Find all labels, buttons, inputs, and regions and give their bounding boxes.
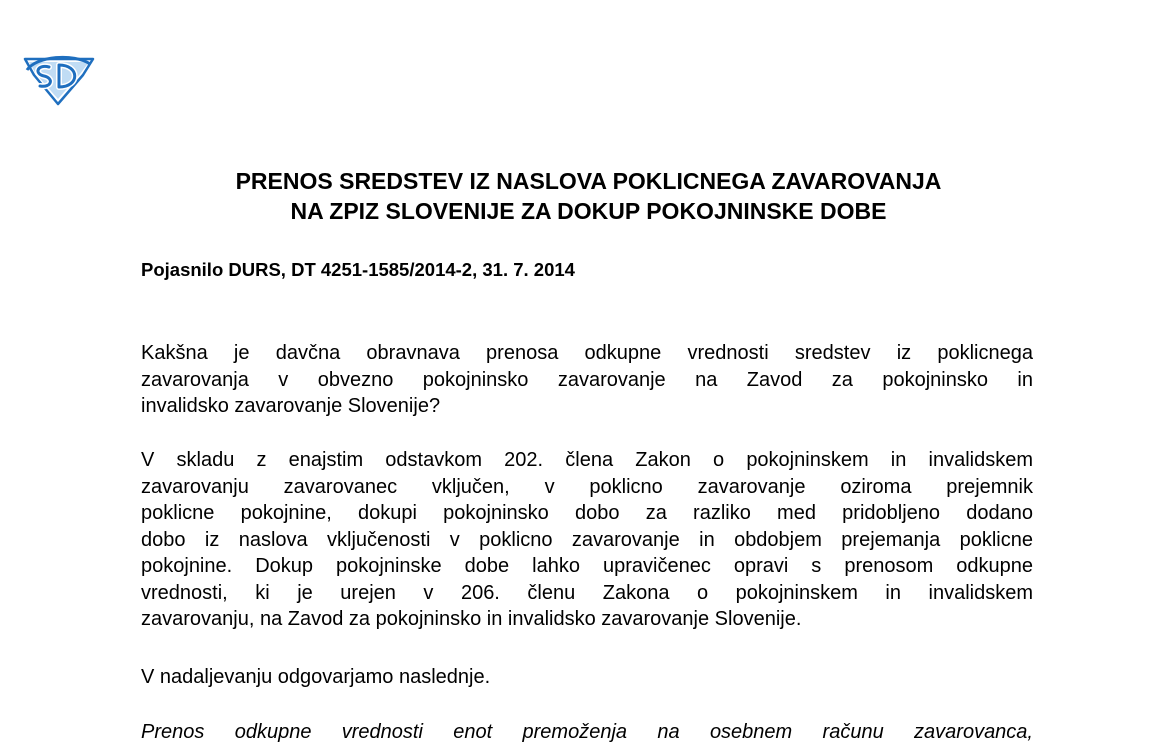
paragraph-line: V skladu z enajstim odstavkom 202. člena Zakon o pokojninskem in invalidskem [141, 449, 1033, 471]
paragraph-line: dobo iz naslova vključenosti v poklicno zavarovanje in obdobjem prejemanja poklicne [141, 528, 1033, 551]
paragraph-line: Prenos odkupne vrednosti enot premoženja na osebnem računu zavarovanca, [141, 721, 1033, 743]
paragraph-line: zavarovanju zavarovanec vključen, v poklicno zavarovanje oziroma prejemnik [141, 475, 1033, 498]
answer-paragraph [141, 719, 1033, 746]
paragraph-line: pokojnine. Dokup pokojninske dobe lahko upravičenec opravi s prenosom odkupne [141, 555, 1033, 577]
question-paragraph [141, 340, 1033, 420]
title-line-2: NA ZPIZ SLOVENIJE ZA DOKUP POKOJNINSKE DOBE [290, 198, 887, 224]
title-line-1: PRENOS SREDSTEV IZ NASLOVA POKLICNEGA ZAVAROVANJA [235, 168, 942, 194]
paragraph-line: V nadaljevanju odgovarjamo naslednje. [141, 666, 491, 688]
document-title [80, 166, 1097, 226]
paragraph-line: invalidsko zavarovanje Slovenije? [141, 395, 441, 417]
intro-paragraph [141, 664, 1033, 691]
paragraph-line: vrednosti, ki je urejen v 206. členu Zakona o pokojninskem in invalidskem [141, 581, 1033, 604]
shield-logo-icon [22, 50, 96, 106]
paragraph-line: zavarovanja v obvezno pokojninsko zavarovanje na Zavod za pokojninsko in [141, 368, 1033, 391]
context-paragraph [141, 447, 1033, 633]
paragraph-line: Kakšna je davčna obravnava prenosa odkupne vrednosti sredstev iz poklicnega [141, 342, 1033, 364]
company-logo [22, 50, 96, 106]
paragraph-line: poklicne pokojnine, dokupi pokojninsko dobo za razliko med pridobljeno dodano [141, 502, 1033, 524]
document-subtitle: Pojasnilo DURS, DT 4251-1585/2014-2, 31. 7. 2014 [141, 259, 575, 280]
paragraph-line: zavarovanju, na Zavod za pokojninsko in invalidsko zavarovanje Slovenije. [141, 608, 802, 630]
